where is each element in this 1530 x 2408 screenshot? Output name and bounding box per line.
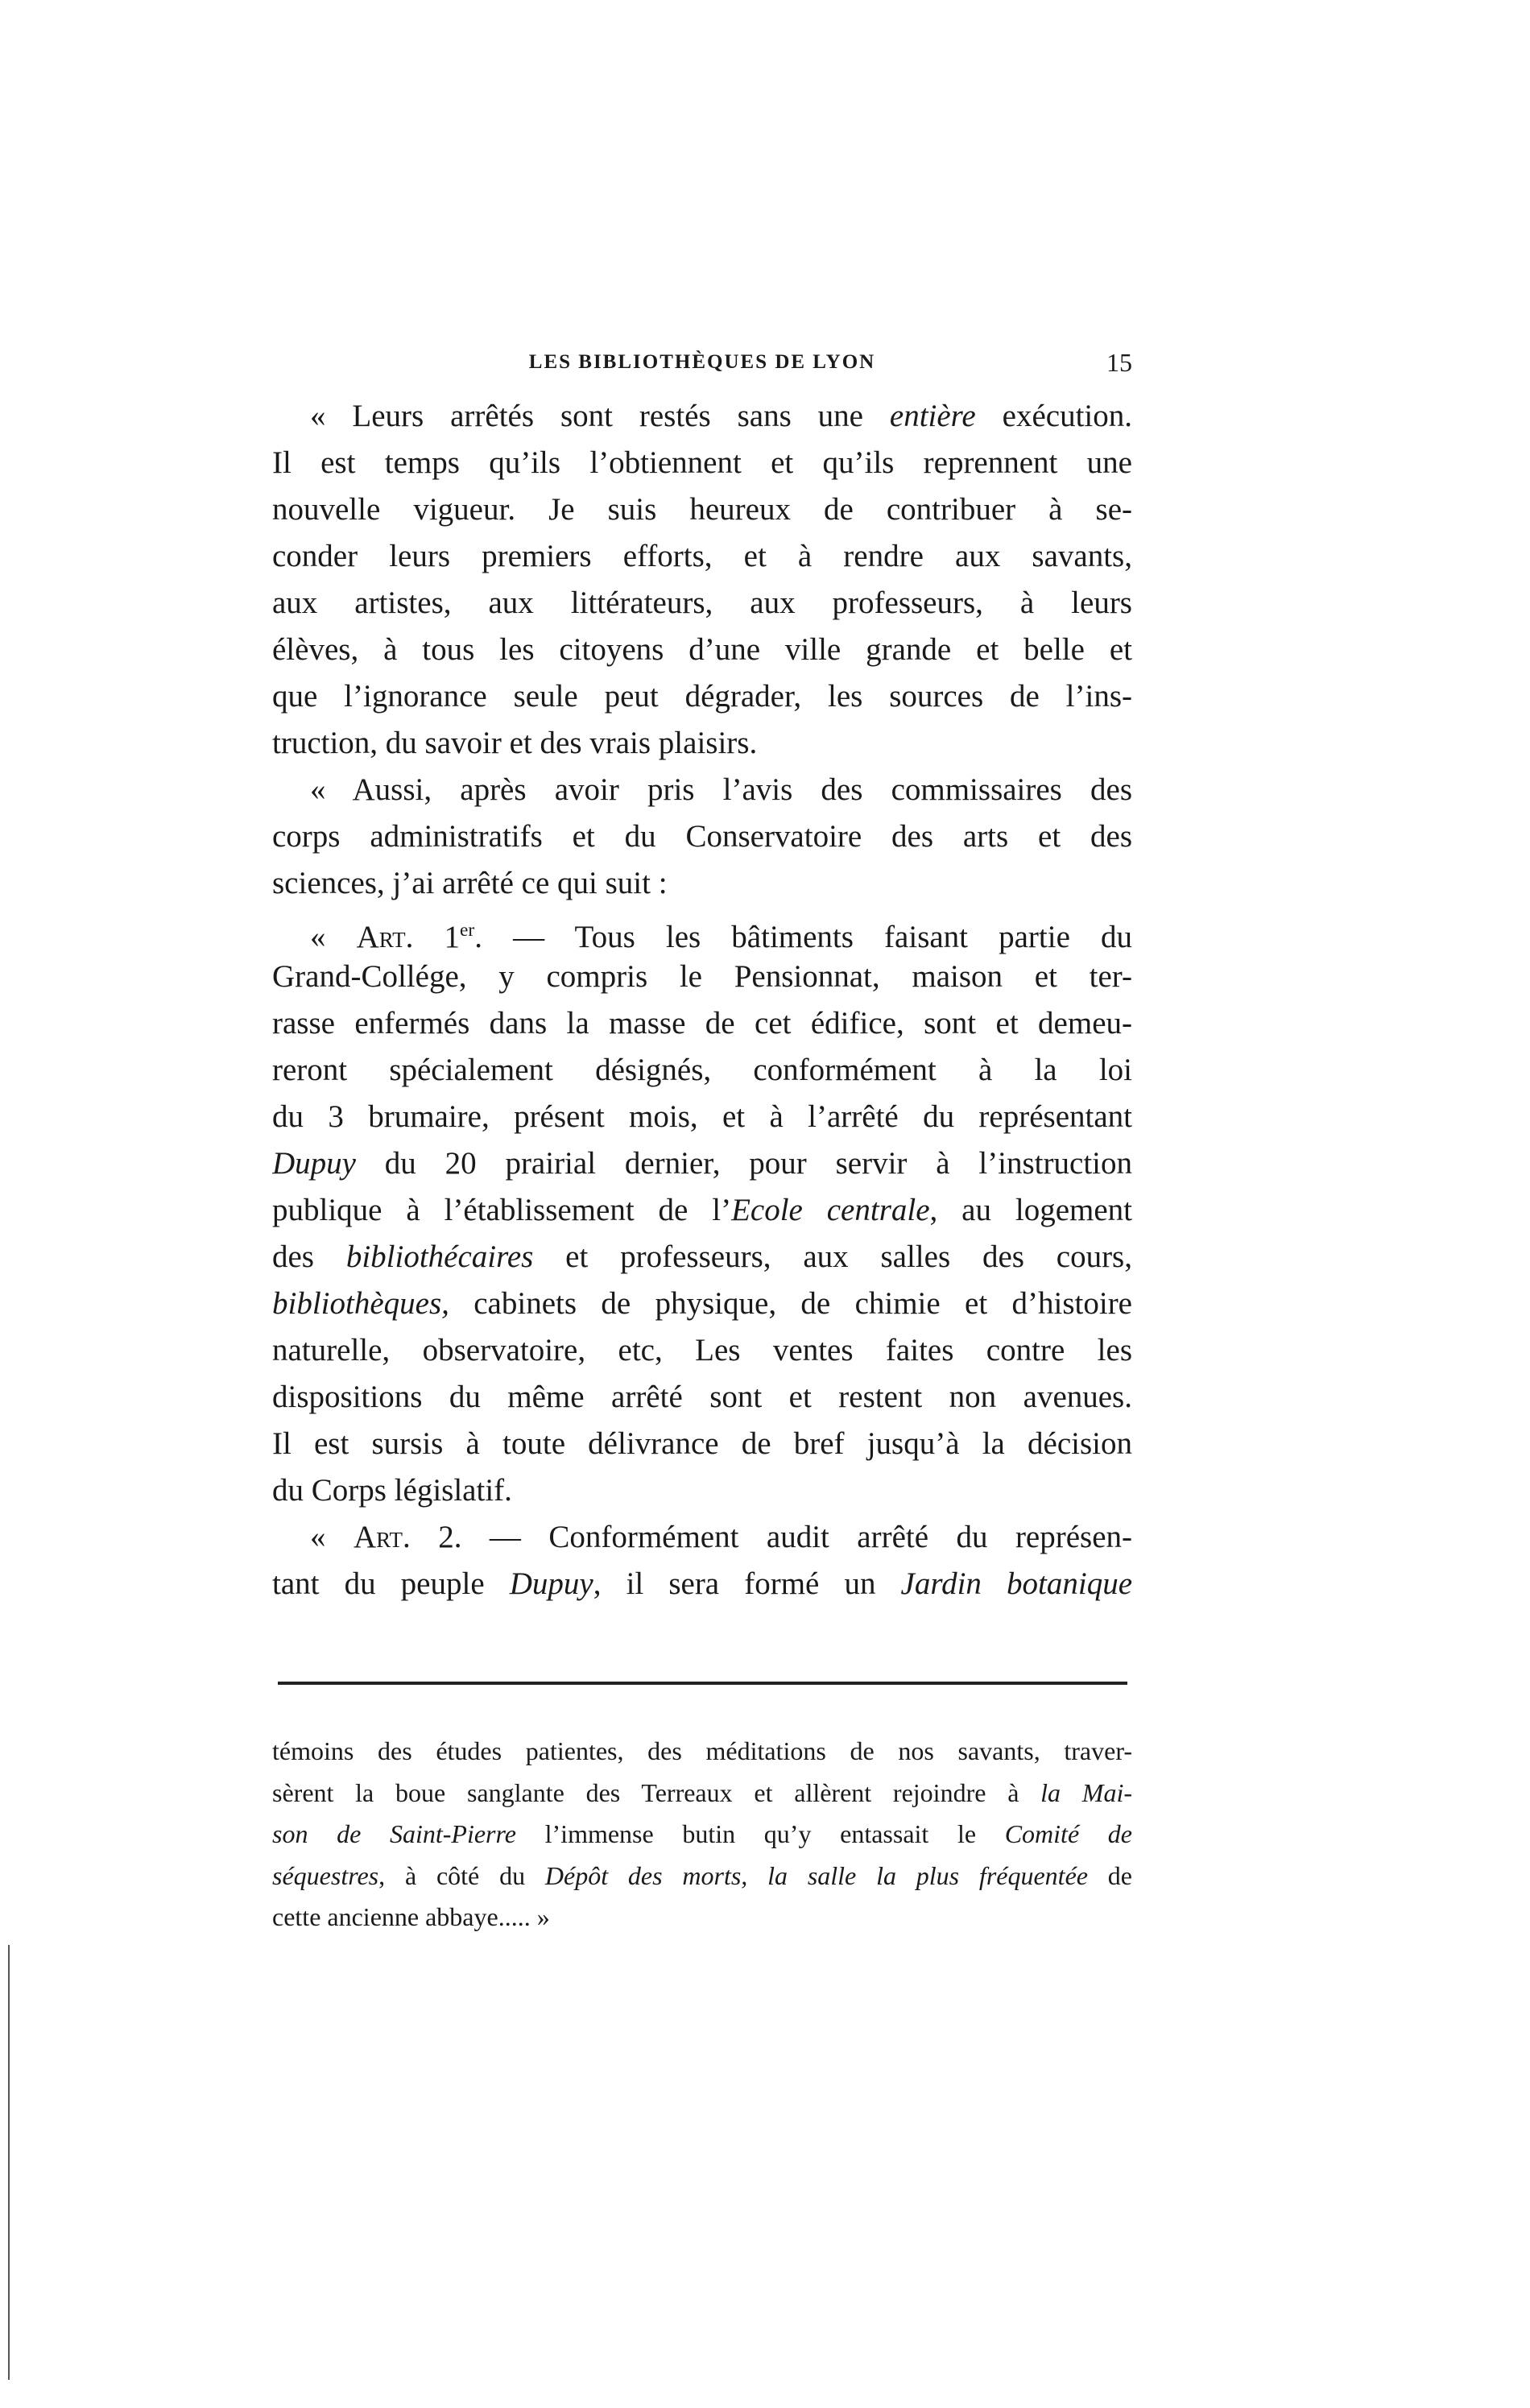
footnote-line (272, 1816, 1132, 1855)
text-segment: , au logement (929, 1193, 1132, 1227)
text-line (272, 1050, 1132, 1095)
superscript: er (460, 920, 475, 941)
footnote-line (272, 1899, 1132, 1938)
text-segment: nouvelle vigueur. Je suis heureux de contribuer à se- (272, 492, 1132, 527)
text-segment: tant du peuple (272, 1566, 510, 1601)
text-line (272, 1190, 1132, 1235)
text-line (272, 583, 1132, 628)
italic-text: Dupuy (509, 1566, 593, 1601)
text-line (272, 1097, 1132, 1142)
text-line (272, 817, 1132, 862)
text-line (272, 1237, 1132, 1282)
text-line (272, 957, 1132, 1002)
page-number: 15 (1106, 348, 1132, 377)
text-segment: et professeurs, aux salles des cours, (533, 1239, 1132, 1274)
italic-text: Comité de (1004, 1819, 1132, 1848)
text-line (272, 1330, 1132, 1376)
italic-text: bibliothécaires (345, 1239, 534, 1274)
small-caps-text: Art (353, 1520, 403, 1554)
italic-text: son de Saint-Pierre (272, 1819, 516, 1848)
text-segment: sèrent la boue sanglante des Terreaux et allèrent rejoindre à (272, 1777, 1041, 1807)
scan-artifact-line (8, 1945, 10, 2380)
text-line (272, 676, 1132, 722)
text-segment: conder leurs premiers efforts, et à rendre aux savants, (272, 539, 1132, 573)
text-line (272, 1564, 1132, 1609)
text-segment: . — Tous les bâtiments faisant partie du (474, 920, 1132, 955)
text-segment: aux artistes, aux littérateurs, aux professeurs, à leurs (272, 585, 1132, 620)
text-segment: Il est temps qu’ils l’obtiennent et qu’ils reprennent une (272, 445, 1132, 480)
italic-text: bibliothèques, (272, 1286, 449, 1321)
text-segment: dispositions du même arrêté sont et restent non avenues. (272, 1380, 1132, 1414)
text-segment: , il sera formé un (593, 1566, 901, 1601)
text-segment: témoins des études patientes, des méditations de nos savants, traver- (272, 1736, 1132, 1765)
text-segment: . 1 (405, 920, 461, 955)
text-line (272, 863, 1132, 908)
footnote-line (272, 1775, 1132, 1814)
text-line (272, 630, 1132, 675)
text-segment: l’immense butin qu’y entassait le (515, 1819, 1005, 1848)
text-line (272, 1424, 1132, 1469)
text-segment: reront spécialement désignés, conformément à la loi (272, 1053, 1132, 1087)
text-line (272, 723, 1132, 768)
footnote-line (272, 1858, 1132, 1897)
text-segment: « (310, 920, 357, 955)
text-line (272, 490, 1132, 535)
text-segment: du Corps législatif. (272, 1473, 512, 1508)
text-segment: que l’ignorance seule peut dégrader, les sources de l’ins- (272, 679, 1132, 714)
text-segment: du 3 brumaire, présent mois, et à l’arrêté du représentant (272, 1099, 1132, 1134)
text-segment: des (272, 1239, 346, 1274)
text-segment: « Leurs arrêtés sont restés sans une (310, 399, 890, 433)
text-line (272, 770, 1132, 815)
text-line (272, 1377, 1132, 1422)
text-segment: , à côté du (378, 1860, 545, 1890)
italic-text: Dupuy (272, 1146, 356, 1181)
italic-text: séquestres (272, 1860, 379, 1890)
text-segment: cette ancienne abbaye..... » (272, 1902, 550, 1931)
text-segment: Grand-Collége, y compris le Pensionnat, maison et ter- (272, 959, 1132, 994)
text-line (272, 1517, 1132, 1562)
text-segment: publique à l’établissement de l’ (272, 1193, 732, 1227)
text-segment: corps administratifs et du Conservatoire des arts et des (272, 819, 1132, 854)
text-line (272, 1471, 1132, 1516)
text-line (272, 1284, 1132, 1329)
italic-text: entière (889, 399, 976, 433)
text-segment: rasse enfermés dans la masse de cet édifice, sont et demeu- (272, 1006, 1132, 1041)
text-segment: truction, du savoir et des vrais plaisirs. (272, 726, 758, 760)
text-line (272, 910, 1132, 955)
footnote-line (272, 1733, 1132, 1772)
small-caps-text: Art (356, 920, 406, 955)
footnote-separator (278, 1682, 1127, 1685)
text-segment: exécution. (975, 399, 1132, 433)
italic-text: Jardin botanique (900, 1566, 1132, 1601)
italic-text: la Mai- (1040, 1777, 1132, 1807)
text-line (272, 396, 1132, 441)
running-title: LES BIBLIOTHÈQUES DE LYON (528, 351, 876, 373)
text-segment: « Aussi, après avoir pris l’avis des commissaires des (310, 772, 1132, 807)
italic-text: Dépôt des morts, la salle la plus fréquentée (544, 1860, 1088, 1890)
text-line (272, 443, 1132, 488)
text-segment: cabinets de physique, de chimie et d’histoire (449, 1286, 1132, 1321)
text-segment: sciences, j’ai arrêté ce qui suit : (272, 866, 668, 900)
running-header (272, 348, 1132, 380)
text-segment: . 2. — Conformément audit arrêté du représen- (403, 1520, 1132, 1554)
text-segment: élèves, à tous les citoyens d’une ville grande et belle et (272, 632, 1132, 667)
text-segment: de (1087, 1860, 1132, 1890)
text-segment: du 20 prairial dernier, pour servir à l’instruction (355, 1146, 1132, 1181)
text-segment: naturelle, observatoire, etc, Les ventes faites contre les (272, 1333, 1132, 1367)
text-line (272, 536, 1132, 581)
text-segment: Il est sursis à toute délivrance de bref jusqu’à la décision (272, 1426, 1132, 1461)
italic-text: Ecole centrale (731, 1193, 930, 1227)
text-line (272, 1144, 1132, 1189)
text-line (272, 1003, 1132, 1049)
text-segment: « (310, 1520, 354, 1554)
